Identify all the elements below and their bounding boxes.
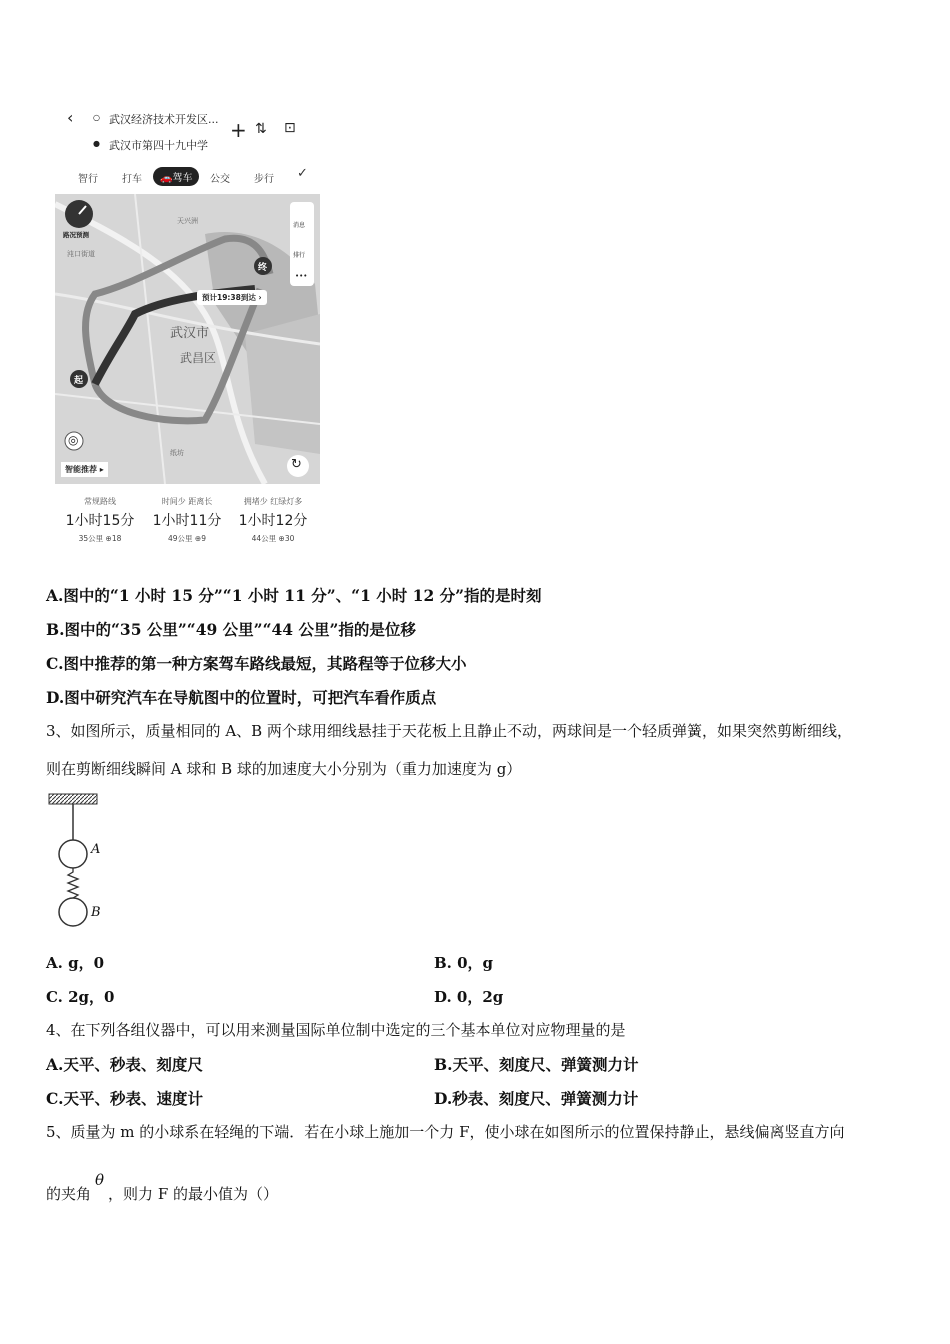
rank-label[interactable]: 排行 <box>293 252 306 259</box>
q4-option-a: A.天平、秒表、刻度尺 <box>46 1055 203 1074</box>
traffic-predict-label[interactable]: 路况预测 <box>63 231 89 239</box>
north-label: 天兴洲 <box>177 217 198 225</box>
q2-option-d: D.图中研究汽车在导航图中的位置时，可把汽车看作质点 <box>46 688 437 707</box>
q2-option-a: A.图中的“1 小时 15 分”“1 小时 11 分”、“1 小时 12 分”指的是时刻 <box>46 586 542 605</box>
q3-stem-line1: 3、如图所示，质量相同的 A、B 两个球用细线悬挂于天花板上且静止不动，两球间是一个轻质弹簧，如果突然剪断细线， <box>46 722 852 740</box>
ball-b-label: B <box>91 905 101 920</box>
more-label[interactable]: ••• <box>295 272 308 280</box>
q2-option-c: C.图中推荐的第一种方案驾车路线最短，其路程等于位移大小 <box>46 654 467 673</box>
q2-option-b: B.图中的“35 公里”“49 公里”“44 公里”指的是位移 <box>46 620 416 639</box>
route-caption: 拥堵少 红绿灯多 <box>243 497 303 506</box>
route-caption: 常规路线 <box>84 497 116 506</box>
eta-badge[interactable]: 预计19:38到达 › <box>197 290 267 305</box>
navigation-screenshot <box>55 104 320 546</box>
route-option-3[interactable] <box>233 496 313 544</box>
q4-option-d: D.秒表、刻度尺、弹簧测力计 <box>434 1089 639 1108</box>
car-settings-icon[interactable]: ⊡ <box>284 120 296 136</box>
street-label: 沌口街道 <box>67 250 95 258</box>
route-distance: 44公里 ⊕30 <box>251 534 295 543</box>
route-time: 1小时12分 <box>238 513 308 529</box>
city-label: 武汉市 <box>170 326 210 341</box>
start-marker: 起 <box>74 376 84 386</box>
back-icon[interactable]: ‹ <box>67 108 74 127</box>
end-marker: 终 <box>258 263 268 273</box>
south-label: 纸坊 <box>170 449 184 457</box>
theta-symbol: θ <box>95 1171 105 1189</box>
q5-stem-line1: 5、质量为 m 的小球系在轻绳的下端．若在小球上施加一个力 F，使小球在如图所示的位置保持静止，悬线偏离竖直方向 <box>46 1123 845 1141</box>
q4-option-b: B.天平、刻度尺、弹簧测力计 <box>434 1055 639 1074</box>
q3-option-c: C. 2g，0 <box>46 988 115 1006</box>
tab-transit[interactable]: 公交 <box>210 174 230 185</box>
q5-line2-prefix: 的夹角 <box>46 1185 92 1203</box>
swap-icon[interactable]: ⇅ <box>255 121 267 137</box>
route-caption: 时间少 距离长 <box>161 497 213 506</box>
tab-walk[interactable]: 步行 <box>254 174 274 185</box>
route-distance: 35公里 ⊕18 <box>78 534 122 543</box>
q4-stem: 4、在下列各组仪器中，可以用来测量国际单位制中选定的三个基本单位对应物理量的是 <box>46 1021 626 1039</box>
more-tabs-icon[interactable]: ✓ <box>297 166 308 181</box>
smart-recommend-button[interactable]: 智能推荐 ▸ <box>61 462 108 477</box>
tab-drive[interactable]: 🚗驾车 <box>153 167 199 186</box>
origin-dot-icon: ○ <box>93 113 100 122</box>
q5-line2-suffix: ，则力 F 的最小值为（） <box>108 1185 278 1203</box>
tab-drive-label: 驾车 <box>172 173 193 184</box>
q3-option-a: A. g，0 <box>46 954 105 972</box>
route-distance: 49公里 ⊕9 <box>168 534 206 543</box>
add-stop-icon[interactable]: + <box>230 118 247 142</box>
destination-field[interactable]: 武汉市第四十九中学 <box>109 139 208 152</box>
tab-taxi[interactable]: 打车 <box>122 174 142 185</box>
route-option-2[interactable] <box>147 496 227 544</box>
q3-option-d: D. 0，2g <box>434 988 504 1006</box>
district-label: 武昌区 <box>180 351 217 365</box>
locate-icon[interactable]: ◎ <box>68 433 79 447</box>
origin-field[interactable]: 武汉经济技术开发区... <box>109 113 219 126</box>
msg-label[interactable]: 消息 <box>293 222 306 229</box>
route-time: 1小时11分 <box>152 513 222 529</box>
route-option-1[interactable] <box>60 496 140 544</box>
tab-zhixing[interactable]: 智行 <box>78 174 98 185</box>
route-time: 1小时15分 <box>65 513 135 529</box>
destination-dot-icon: ● <box>93 139 100 148</box>
spring-balls-figure <box>44 792 124 932</box>
ball-a-label: A <box>91 842 101 857</box>
q3-option-b: B. 0，g <box>434 954 494 972</box>
q3-stem-line2: 则在剪断细线瞬间 A 球和 B 球的加速度大小分别为（重力加速度为 g） <box>46 760 522 778</box>
refresh-icon[interactable]: ↻ <box>291 457 302 472</box>
map-view[interactable] <box>55 194 320 484</box>
q4-option-c: C.天平、秒表、速度计 <box>46 1089 203 1108</box>
q5-stem-line2 <box>46 1171 278 1204</box>
